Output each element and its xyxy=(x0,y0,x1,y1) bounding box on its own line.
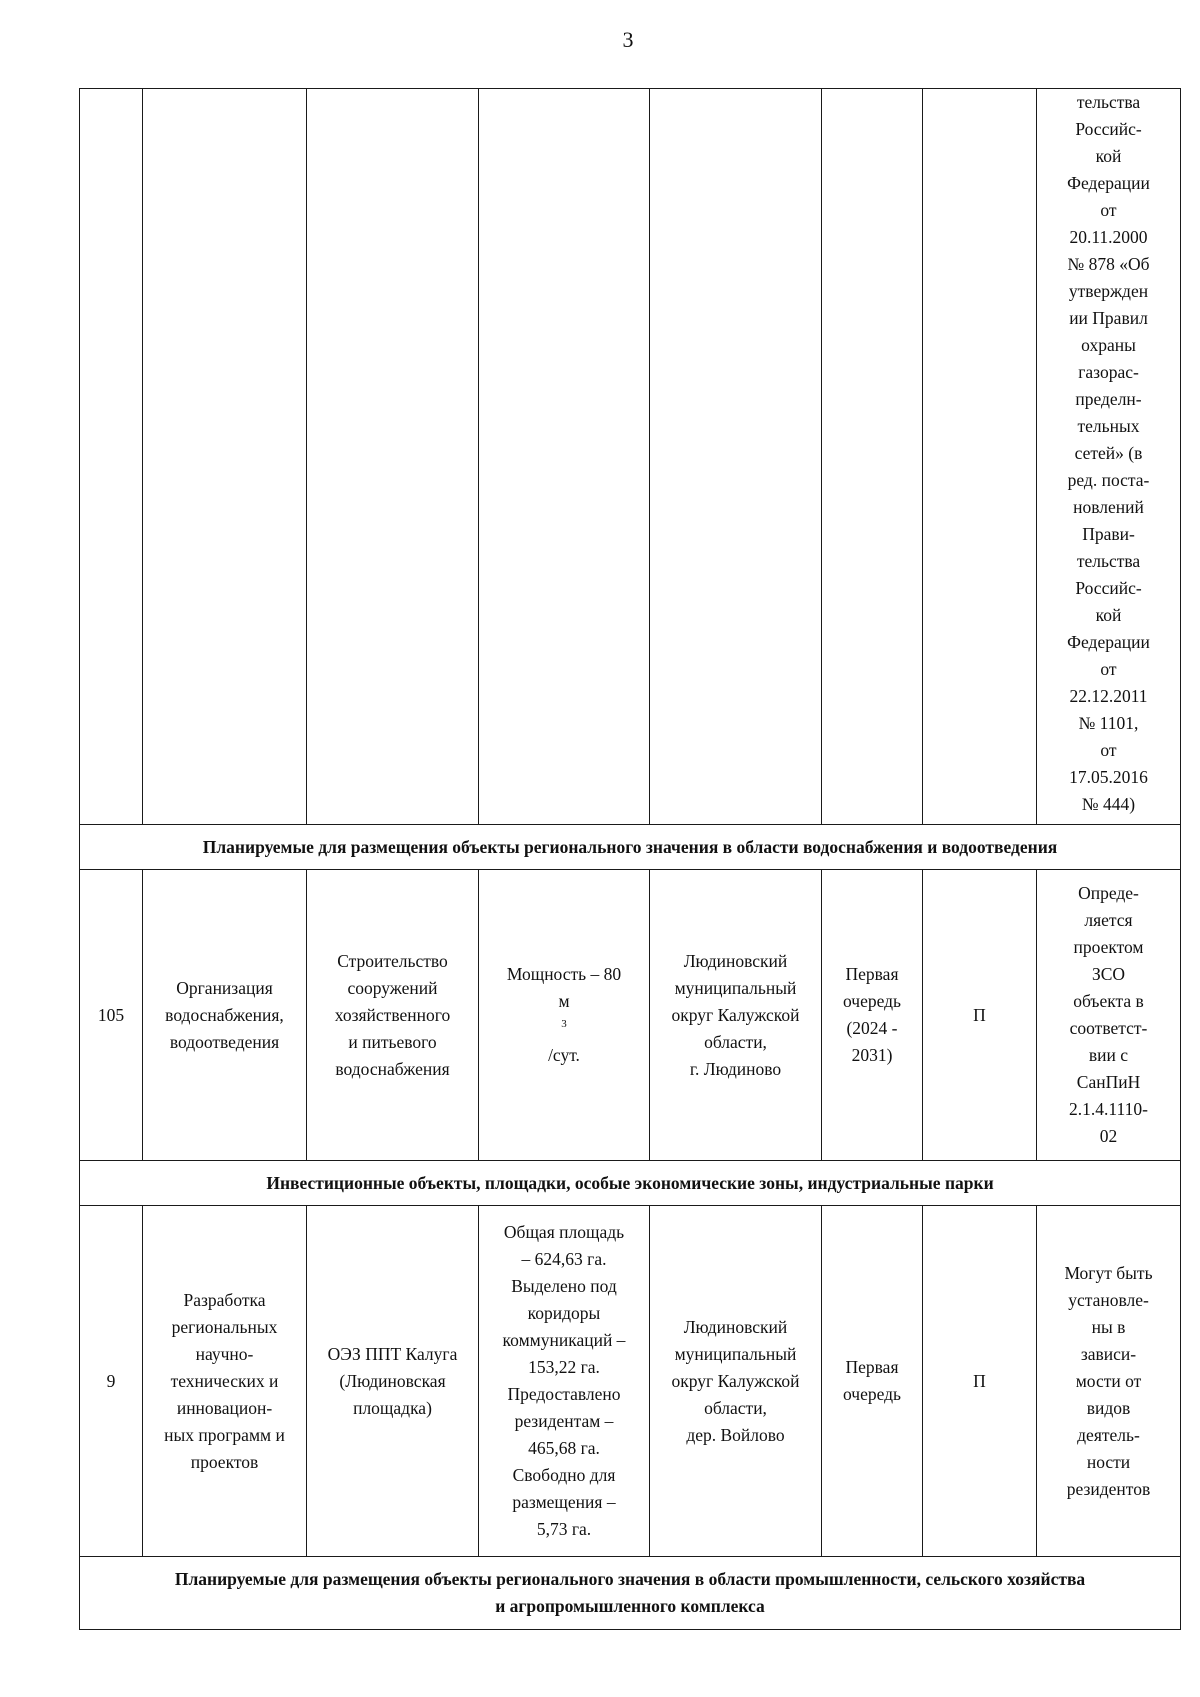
text-line: ОЭЗ ППТ Калуга xyxy=(327,1343,458,1364)
cell-name xyxy=(143,870,307,1161)
capacity-line: Мощность – 80 xyxy=(506,964,622,984)
text-line: 20.11.2000 xyxy=(1069,227,1148,247)
section-heading-investment: Инвестиционные объекты, площадки, особые экономические зоны, индустриальные парки xyxy=(80,1161,1181,1206)
text-line: водоотведения xyxy=(169,1031,280,1052)
text-line: ред. поста- xyxy=(1067,470,1150,490)
text-line: 5,73 га. xyxy=(536,1519,592,1539)
text-line: 22.12.2011 xyxy=(1069,686,1148,706)
text-line: резидентам – xyxy=(514,1411,614,1431)
table-row-105 xyxy=(80,870,1181,1161)
text-line: дер. Войлово xyxy=(686,1424,785,1445)
text-line: ных программ и xyxy=(164,1424,285,1445)
text-line: Общая площадь xyxy=(503,1222,625,1242)
section-row-investment xyxy=(80,1161,1181,1206)
text-line: сетей» (в xyxy=(1074,443,1143,463)
text-line: 2.1.4.1110- xyxy=(1069,1099,1148,1119)
text-line: площадка) xyxy=(353,1397,432,1418)
text-line: Федерации xyxy=(1067,632,1150,652)
text-line: хозяйственного xyxy=(334,1004,451,1025)
text-line: инновацион- xyxy=(176,1397,273,1418)
text-line: Свободно для xyxy=(512,1465,616,1485)
text-line: коридоры xyxy=(527,1303,601,1323)
text-line: Первая xyxy=(845,1357,899,1377)
text-line: 17.05.2016 xyxy=(1069,767,1148,787)
text-line: тельства xyxy=(1076,551,1141,571)
page-number: 3 xyxy=(622,27,634,52)
text-line: кой xyxy=(1095,605,1122,625)
cell-status xyxy=(923,89,1037,825)
text-line: области, xyxy=(704,1031,767,1052)
cell-name xyxy=(143,1206,307,1557)
cell-capacity xyxy=(479,1206,650,1557)
cell-stage xyxy=(822,870,923,1161)
text-line: 465,68 га. xyxy=(528,1438,600,1458)
text-line: муниципальный xyxy=(674,1343,797,1364)
text-line: г. Людиново xyxy=(689,1058,782,1079)
text-line: газорас- xyxy=(1078,362,1139,382)
text-line: от xyxy=(1100,659,1117,679)
text-line: Разработка xyxy=(183,1289,266,1310)
cell-purpose xyxy=(307,1206,479,1557)
cell-num xyxy=(80,89,143,825)
text-line: очередь xyxy=(842,1384,902,1404)
text-line: Прави- xyxy=(1082,524,1135,544)
text-line: Могут быть xyxy=(1064,1262,1153,1283)
cell-status: П xyxy=(923,870,1037,1161)
text-line: технических и xyxy=(170,1370,279,1391)
text-line: научно- xyxy=(195,1343,254,1364)
cell-stage xyxy=(822,1206,923,1557)
section-heading-water: Планируемые для размещения объекты регионального значения в области водоснабжения и водоотведения xyxy=(80,825,1181,870)
text-line: 153,22 га. xyxy=(528,1357,600,1377)
text-line: тельства xyxy=(1076,92,1141,112)
text-line: водоснабжения, xyxy=(165,1004,284,1025)
text-line: № 878 «Об xyxy=(1067,254,1150,274)
text-line: СанПиН xyxy=(1076,1072,1141,1092)
capacity-unit-line: м $^3$ /сут. xyxy=(548,991,580,1065)
cell-num: 9 xyxy=(80,1206,143,1557)
text-line: и агропромышленного комплекса xyxy=(495,1596,765,1616)
text-line: резидентов xyxy=(1066,1478,1151,1499)
text-line: утвержден xyxy=(1068,281,1149,301)
cell-zone xyxy=(1037,1206,1181,1557)
text-line: Опреде- xyxy=(1078,883,1139,903)
text-line: тельных xyxy=(1077,416,1140,436)
cell-purpose xyxy=(307,89,479,825)
text-line: ии Правил xyxy=(1069,308,1148,328)
text-line: муниципальный xyxy=(674,977,797,998)
text-line: – 624,63 га. xyxy=(521,1249,607,1269)
text-line: установле- xyxy=(1068,1289,1149,1310)
text-line: Людиновский xyxy=(683,950,788,971)
cell-status: П xyxy=(923,1206,1037,1557)
text-line: водоснабжения xyxy=(335,1058,450,1079)
text-line: 2031) xyxy=(851,1045,893,1065)
text-line: ЗСО xyxy=(1091,964,1126,984)
text-line: ности xyxy=(1086,1451,1131,1472)
text-line: вии с xyxy=(1088,1045,1129,1065)
cell-num: 105 xyxy=(80,870,143,1161)
section-row-industry xyxy=(80,1557,1181,1630)
text-line: Выделено под xyxy=(511,1276,617,1296)
cell-location xyxy=(650,89,822,825)
table-row-continuation xyxy=(80,89,1181,825)
text-line: (Людиновская xyxy=(339,1370,446,1391)
cell-purpose xyxy=(307,870,479,1161)
cell-location xyxy=(650,870,822,1161)
text-line: от xyxy=(1100,740,1117,760)
text-line: зависи- xyxy=(1080,1343,1137,1364)
cell-zone xyxy=(1037,89,1181,825)
text-line: Федерации xyxy=(1067,173,1150,193)
text-line: очередь xyxy=(842,991,902,1011)
continuation-zone-text xyxy=(1038,89,1179,818)
cell-capacity xyxy=(479,89,650,825)
text-line: видов xyxy=(1086,1397,1131,1418)
cell-capacity xyxy=(479,870,650,1161)
text-line: Строительство xyxy=(337,950,448,971)
text-line: Планируемые для размещения объекты регионального значения в области промышленности, сельского хозяйства xyxy=(174,1569,1086,1589)
text-line: региональных xyxy=(171,1316,278,1337)
text-line: 02 xyxy=(1099,1126,1118,1146)
text-line: округ Калужской xyxy=(671,1004,800,1025)
text-line: Людиновский xyxy=(683,1316,788,1337)
planning-table xyxy=(79,88,1181,1630)
table-row-9 xyxy=(80,1206,1181,1557)
text-line: области, xyxy=(704,1397,767,1418)
text-line: коммуникаций – xyxy=(502,1330,626,1350)
text-line: ляется xyxy=(1084,910,1133,930)
text-line: проектов xyxy=(190,1451,259,1472)
text-line: Первая xyxy=(845,964,899,984)
text-line: округ Калужской xyxy=(671,1370,800,1391)
section-heading-industry xyxy=(80,1557,1181,1630)
cell-name xyxy=(143,89,307,825)
text-line: Предоставлено xyxy=(507,1384,621,1404)
text-line: проектом xyxy=(1073,937,1144,957)
text-line: кой xyxy=(1095,146,1122,166)
text-line: объекта в xyxy=(1073,991,1144,1011)
text-line: Российс- xyxy=(1075,119,1142,139)
text-line: новлений xyxy=(1073,497,1144,517)
text-line: № 444) xyxy=(1081,794,1136,814)
text-line: и питьевого xyxy=(348,1031,437,1052)
text-line: ны в xyxy=(1091,1316,1126,1337)
cell-location xyxy=(650,1206,822,1557)
text-line: (2024 - xyxy=(846,1018,898,1038)
text-line: охраны xyxy=(1081,335,1136,355)
cell-stage xyxy=(822,89,923,825)
text-line: Российс- xyxy=(1075,578,1142,598)
text-line: соответст- xyxy=(1069,1018,1148,1038)
text-line: № 1101, xyxy=(1078,713,1139,733)
text-line: Организация xyxy=(176,977,273,998)
text-line: деятель- xyxy=(1077,1424,1140,1445)
section-row-water xyxy=(80,825,1181,870)
text-line: сооружений xyxy=(347,977,438,998)
cell-zone xyxy=(1037,870,1181,1161)
text-line: пределн- xyxy=(1075,389,1142,409)
text-line: мости от xyxy=(1075,1370,1142,1391)
text-line: от xyxy=(1100,200,1117,220)
text-line: размещения – xyxy=(512,1492,616,1512)
